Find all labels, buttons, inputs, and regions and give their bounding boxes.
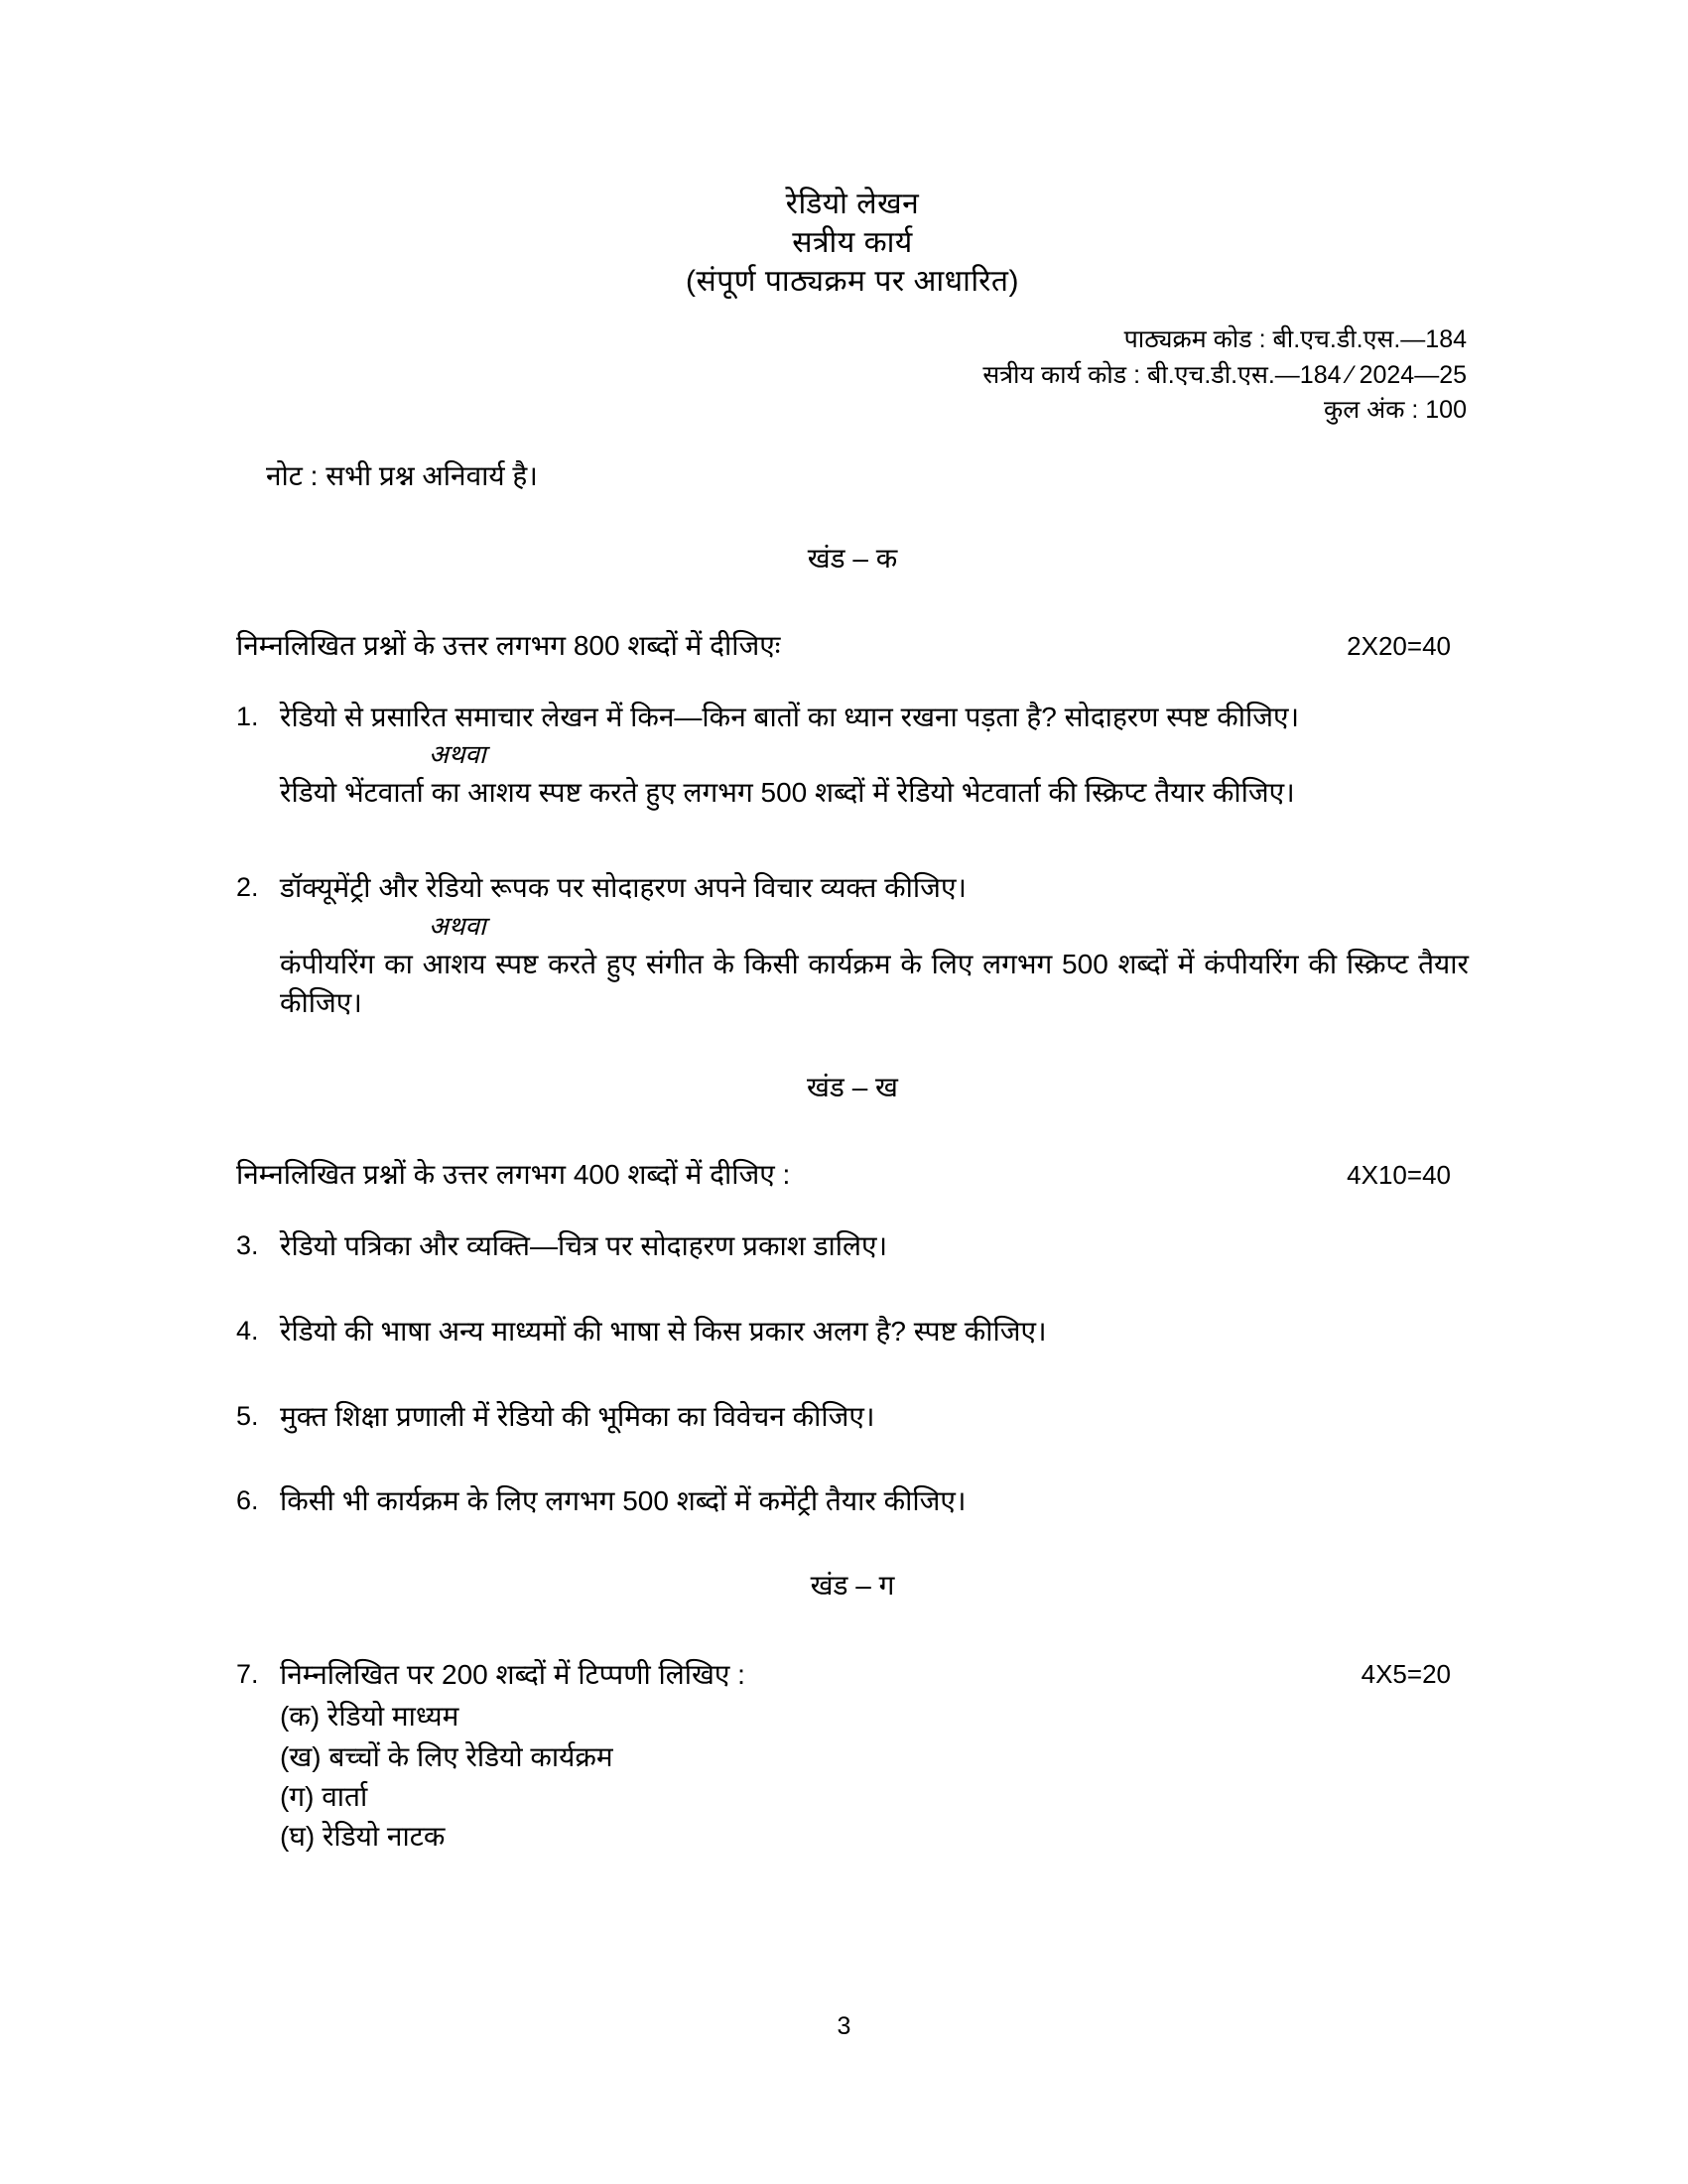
- question-main-line: [236, 1655, 745, 1693]
- question-number: 5.: [236, 1400, 259, 1431]
- sub-item: (ग) वार्ता: [280, 1781, 368, 1813]
- question-body: [280, 1481, 1469, 1521]
- instruction-row-a: [236, 626, 1469, 664]
- question-item: [236, 1397, 1469, 1437]
- question-number: 3.: [236, 1230, 259, 1261]
- question-item: [236, 1655, 1469, 1693]
- document-title: रेडियो लेखन: [785, 188, 920, 220]
- alternative-label: अथवा: [429, 910, 486, 941]
- question-list-b: [236, 1226, 1469, 1521]
- question-text: निम्नलिखित पर 200 शब्दों में टिप्पणी लिखिए :: [280, 1659, 745, 1691]
- question-text: डॉक्यूमेंट्री और रेडियो रूपक पर सोदाहरण अपने विचार व्यक्त कीजिए।: [280, 871, 968, 903]
- sub-item: (क) रेडियो माध्यम: [280, 1701, 459, 1733]
- question-text: रेडियो पत्रिका और व्यक्ति—चित्र पर सोदाहरण प्रकाश डालिए।: [280, 1230, 888, 1262]
- question-text: रेडियो से प्रसारित समाचार लेखन में किन—किन बातों का ध्यान रखना पड़ता है? सोदाहरण स्पष्ट कीजिए।: [280, 701, 1300, 732]
- instruction-marks-a: 2X20=40: [1347, 630, 1451, 661]
- question-item: [236, 1226, 1469, 1266]
- sub-item: (ख) बच्चों के लिए रेडियो कार्यक्रम: [280, 1740, 613, 1772]
- instruction-text-b: निम्नलिखित प्रश्नों के उत्तर लगभग 400 शब्दों में दीजिए :: [236, 1159, 791, 1191]
- total-marks: कुल अंक : 100: [1324, 396, 1467, 424]
- page-content: [236, 0, 1469, 1858]
- question-body: [280, 868, 1469, 1023]
- question-item: [236, 1481, 1469, 1521]
- document-subtitle: सत्रीय कार्य: [792, 226, 913, 259]
- question-body: [280, 1397, 1469, 1437]
- question-list-a: [236, 698, 1469, 1024]
- document-subtitle-note: (संपूर्ण पाठ्यक्रम पर आधारित): [686, 265, 1019, 298]
- note-text: नोट : सभी प्रश्न अनिवार्य है।: [266, 459, 538, 491]
- page-number: 3: [837, 2012, 851, 2040]
- question-number: 6.: [236, 1485, 259, 1516]
- question-item: [236, 698, 1469, 813]
- sub-item-list: [236, 1697, 1469, 1857]
- course-code: पाठ्यक्रम कोड : बी.एच.डी.एस.—184: [1123, 325, 1467, 353]
- section-heading-a: खंड – क: [807, 542, 898, 574]
- question-number: 4.: [236, 1315, 259, 1346]
- question-text: रेडियो की भाषा अन्य माध्यमों की भाषा से किस प्रकार अलग है? स्पष्ट कीजिए।: [280, 1315, 1047, 1347]
- instruction-text-a: निम्नलिखित प्रश्नों के उत्तर लगभग 800 शब्दों में दीजिएः: [236, 629, 781, 661]
- question-number: 1.: [236, 701, 259, 731]
- instruction-row-b: [236, 1155, 1469, 1193]
- section-heading-b: खंड – ख: [807, 1072, 898, 1103]
- question-item: [236, 1312, 1469, 1351]
- question-number: 2.: [236, 871, 259, 902]
- question-text: मुक्त शिक्षा प्रणाली में रेडियो की भूमिका का विवेचन कीजिए।: [280, 1400, 875, 1432]
- assignment-code: सत्रीय कार्य कोड : बी.एच.डी.एस.—184 ⁄ 2024—25: [982, 360, 1467, 389]
- question-body: [280, 698, 1469, 813]
- spacer: [236, 813, 1469, 842]
- question-list-c: [236, 1655, 1469, 1858]
- sub-item: (घ) रेडियो नाटक: [280, 1821, 446, 1853]
- question-alternative-text: कंपीयरिंग का आशय स्पष्ट करते हुए संगीत के किसी कार्यक्रम के लिए लगभग 500 शब्दों में कंपीयरिंग की स्क्रिप्ट तैयार कीजिए।: [280, 948, 1469, 1019]
- instruction-marks-b: 4X10=40: [1347, 1160, 1451, 1191]
- instruction-marks-c: 4X5=20: [1361, 1659, 1451, 1690]
- question-body: [280, 1226, 1469, 1266]
- question-text: किसी भी कार्यक्रम के लिए लगभग 500 शब्दों में कमेंट्री तैयार कीजिए।: [280, 1485, 967, 1517]
- title-block: [236, 0, 1469, 301]
- course-code-block: [236, 322, 1469, 429]
- question-alternative-text: रेडियो भेंटवार्ता का आशय स्पष्ट करते हुए लगभग 500 शब्दों में रेडियो भेटवार्ता की स्क्रिप्ट तैयार कीजिए।: [280, 777, 1295, 809]
- alternative-label: अथवा: [429, 739, 486, 770]
- question-body: [280, 1312, 1469, 1351]
- section-heading-c: खंड – ग: [810, 1570, 895, 1602]
- question-item: [236, 868, 1469, 1023]
- question-number: 7.: [236, 1659, 259, 1690]
